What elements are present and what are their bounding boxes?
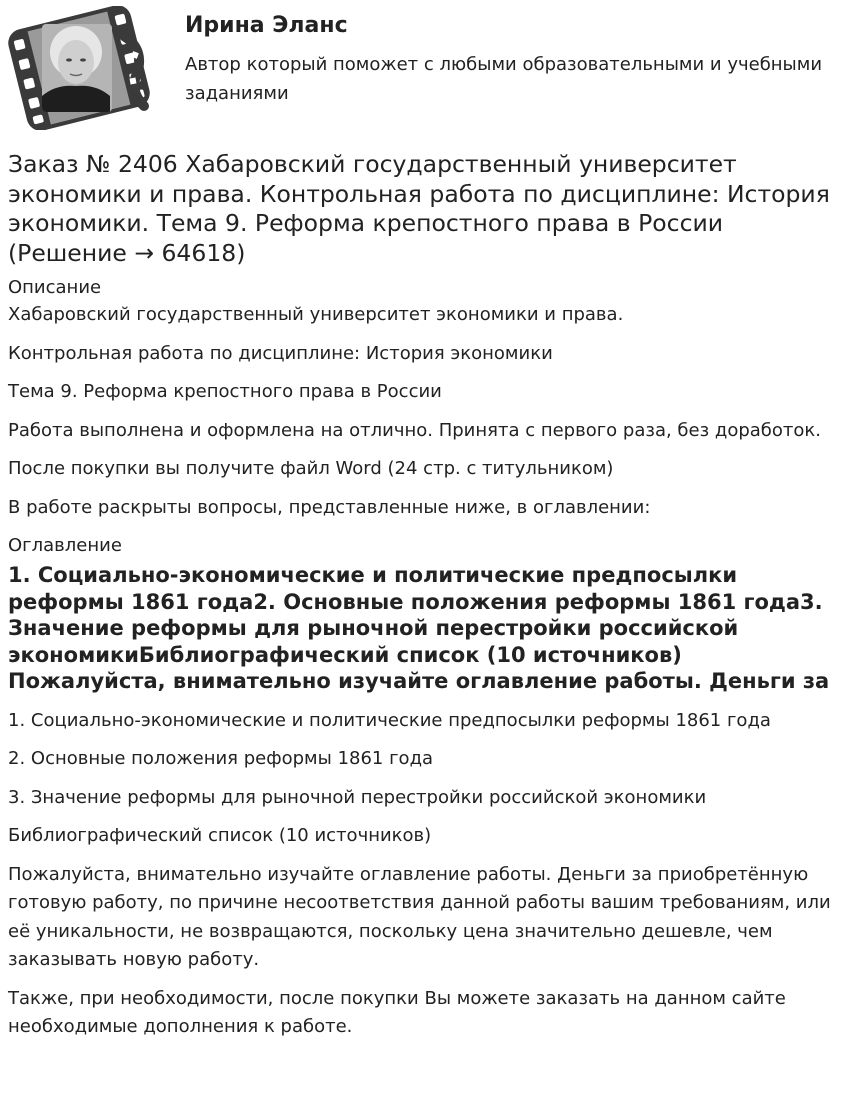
author-description: Автор который поможет с любыми образовательными и учебными заданиями <box>185 54 823 104</box>
order-title: Заказ № 2406 Хабаровский государственный университет экономики и права. Контрольная работа по дисциплине: История экономики. Тема 9. Реформа крепостного права в России (Решение → 64618) <box>8 150 830 267</box>
description-paragraph: Контрольная работа по дисциплине: История экономики <box>8 342 553 364</box>
description-paragraph: Работа выполнена и оформлена на отлично. Принята с первого раза, без доработок. <box>8 419 822 441</box>
description-paragraph: Тема 9. Реформа крепостного права в России <box>8 381 442 402</box>
description-paragraph: Хабаровский государственный университет экономики и права. <box>8 304 624 325</box>
order-content <box>8 274 840 1052</box>
toc-note: Также, при необходимости, после покупки Вы можете заказать на данном сайте необходимые дополнения к работе. <box>8 987 786 1037</box>
description-paragraph: После покупки вы получите файл Word (24 стр. с титульником) <box>8 458 614 479</box>
author-card <box>0 0 847 140</box>
toc-item: 2. Основные положения реформы 1861 года <box>8 748 434 769</box>
toc-item: Библиографический список (10 источников) <box>8 825 432 846</box>
description-paragraph: В работе раскрыты вопросы, представленные ниже, в оглавлении: <box>8 496 651 518</box>
toc-summary: 1. Социально-экономические и политические предпосылки реформы 1861 года2. Основные положения реформы 1861 года3. Значение реформы для рыночной перестройки российской экономикиБиблиографический список (10 источников) Пожалуйста, внимательно изучайте оглавление работы. Деньги за <box>8 563 830 693</box>
toc-item: 1. Социально-экономические и политические предпосылки реформы 1861 года <box>8 709 771 731</box>
author-name[interactable]: Ирина Эланс <box>185 13 348 38</box>
description-label: Описание <box>8 277 102 298</box>
film-strip-avatar-image <box>6 6 152 130</box>
toc-note: Пожалуйста, внимательно изучайте оглавление работы. Деньги за приобретённую готовую работу, по причине несоответствия данной работы вашим требованиям, или её уникальности, не возвращаются, поскольку цена значительно дешевле, чем заказывать новую работу. <box>8 863 831 970</box>
toc-label: Оглавление <box>8 535 122 556</box>
toc-item: 3. Значение реформы для рыночной перестройки российской экономики <box>8 786 707 808</box>
avatar[interactable] <box>6 6 152 130</box>
